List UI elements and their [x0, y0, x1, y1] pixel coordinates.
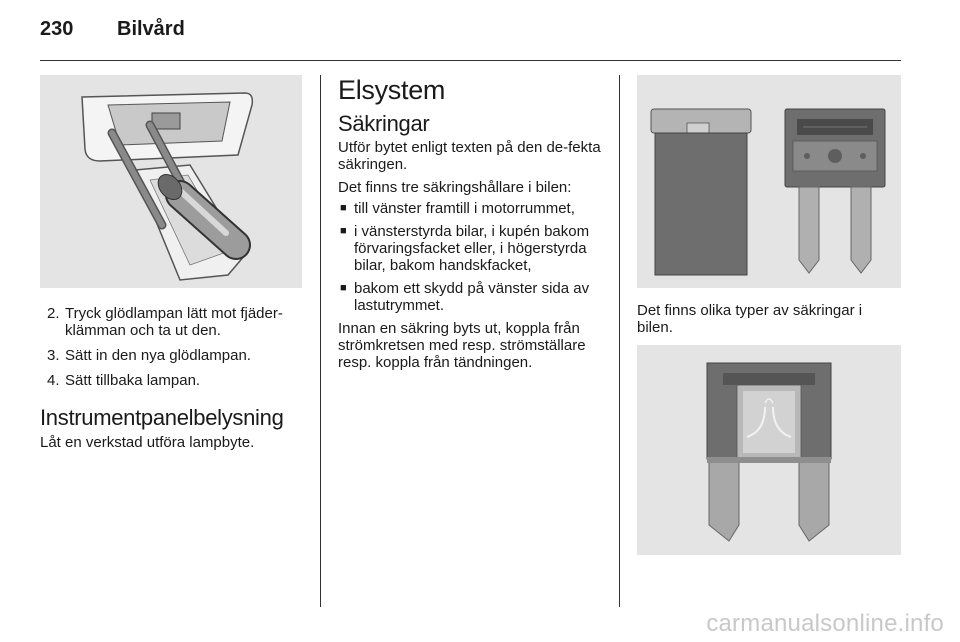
- instrument-lighting-heading: Instrumentpanelbelysning: [40, 405, 284, 430]
- blade-fuse-illustration: [637, 345, 901, 555]
- page-number: 230: [40, 18, 74, 40]
- list-item-text: bakom ett skydd på vänster sida av lastutrymmet.: [354, 280, 590, 314]
- fuse-types-drawing: [637, 75, 901, 288]
- column-divider-right: [619, 75, 620, 607]
- list-item-text: till vänster framtill i motorrummet,: [354, 200, 575, 217]
- left-column: [40, 75, 302, 451]
- holders-intro: Det finns tre säkringshållare i bilen:: [338, 179, 572, 196]
- step-number: 3.: [47, 347, 60, 364]
- chapter-title: Bilvård: [117, 18, 185, 40]
- step-text: Tryck glödlampan lätt mot fjäder-klämman och ta ut den.: [65, 305, 283, 339]
- list-item: [338, 280, 606, 314]
- lamp-replacement-illustration: [40, 75, 302, 288]
- bullet-square-icon: ■: [340, 282, 347, 294]
- closing-paragraph: Innan en säkring byts ut, koppla från strömkretsen med resp. strömställare resp. koppla från tändningen.: [338, 320, 586, 371]
- subsection-title: Säkringar: [338, 111, 430, 136]
- column-divider-left: [320, 75, 321, 607]
- middle-column: [338, 75, 606, 371]
- fuse-types-illustration: [637, 75, 901, 288]
- bullet-square-icon: ■: [340, 202, 347, 214]
- section-title: Elsystem: [338, 75, 446, 105]
- step-number: 4.: [47, 372, 60, 389]
- step-item: [40, 372, 302, 389]
- fuse-types-caption: Det finns olika typer av säkringar i bilen.: [637, 302, 863, 336]
- lamp-drawing: [40, 75, 302, 288]
- right-column: [637, 75, 901, 555]
- watermark: carmanualsonline.info: [706, 610, 944, 637]
- step-text: Sätt tillbaka lampan.: [65, 372, 201, 389]
- list-item: [338, 223, 606, 274]
- step-item: [40, 347, 302, 364]
- blade-fuse-drawing: [637, 345, 901, 555]
- fuse-holder-list: [338, 200, 606, 314]
- list-item-text: i vänsterstyrda bilar, i kupén bakom förvaringsfacket eller, i högerstyrda bilar, bakom handskfacket,: [354, 223, 590, 274]
- intro-paragraph: Utför bytet enligt texten på den de-fekta säkringen.: [338, 139, 601, 173]
- header-rule: [40, 60, 901, 61]
- step-number: 2.: [47, 305, 60, 322]
- instrument-lighting-text: Låt en verkstad utföra lampbyte.: [40, 434, 255, 451]
- step-item: [40, 305, 302, 339]
- list-item: [338, 200, 606, 217]
- bullet-square-icon: ■: [340, 225, 347, 237]
- step-text: Sätt in den nya glödlampan.: [65, 347, 251, 364]
- step-list: [40, 305, 302, 389]
